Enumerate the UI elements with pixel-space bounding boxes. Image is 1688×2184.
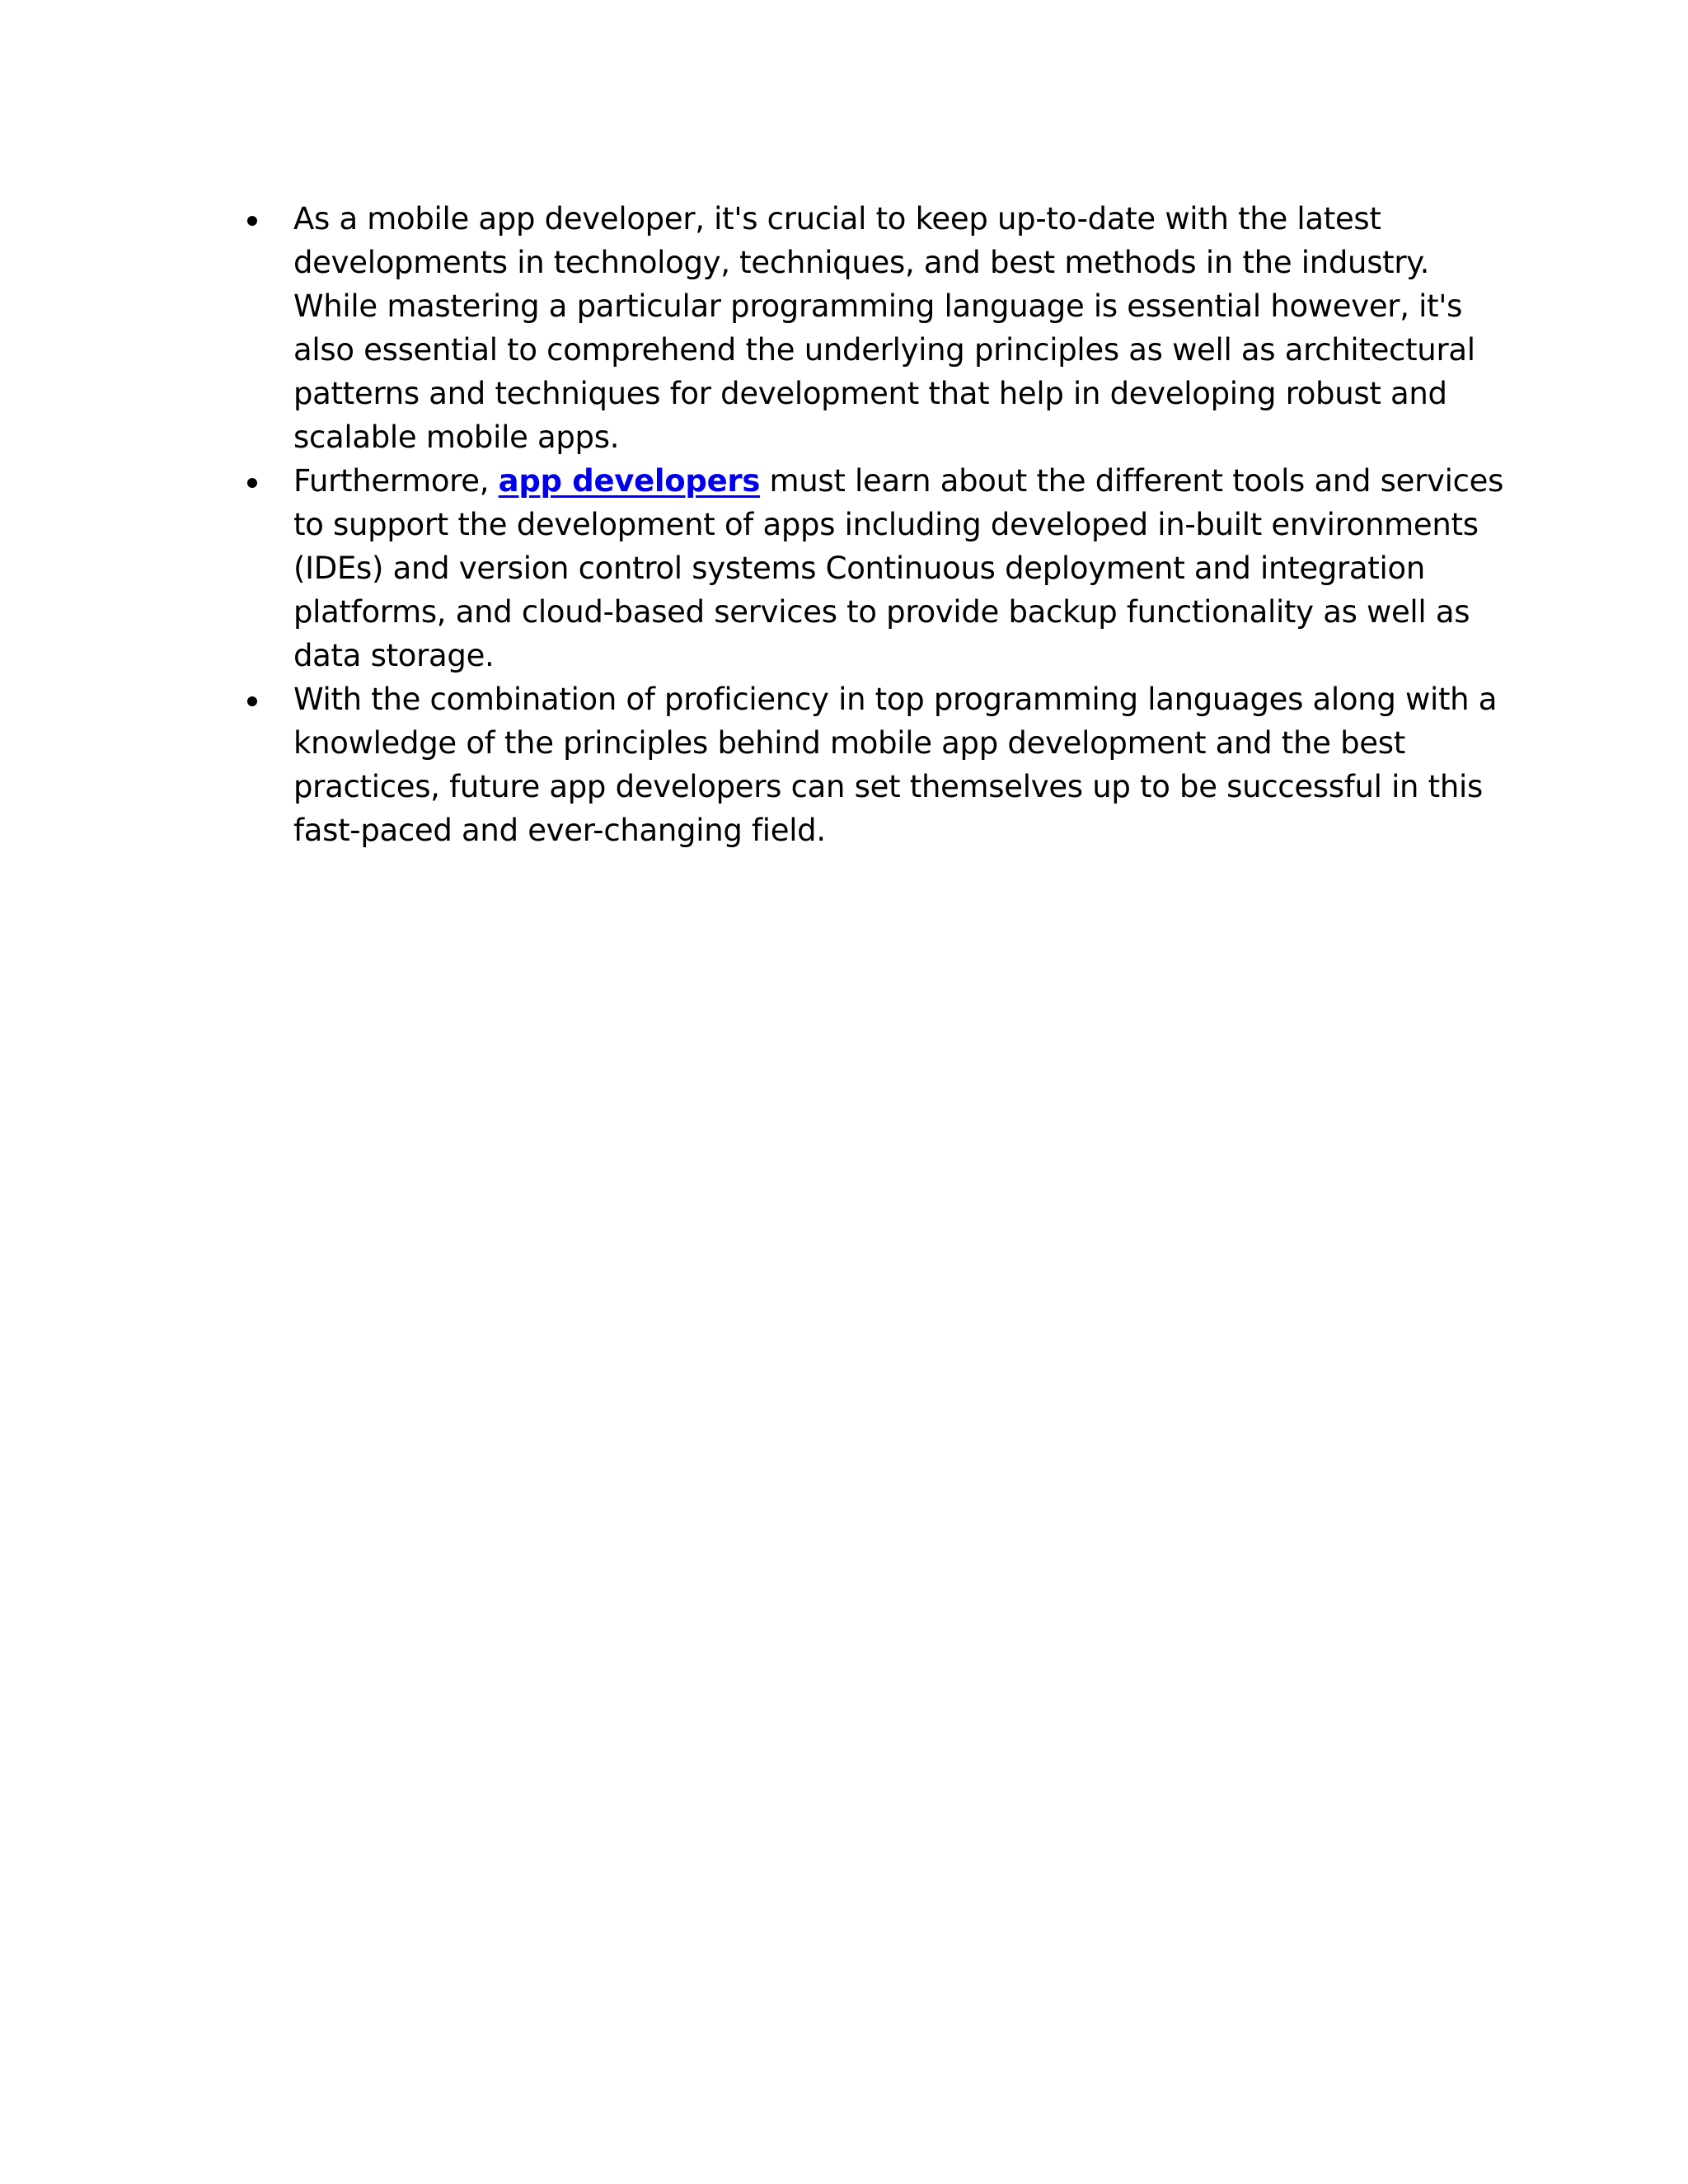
- list-item-text: As a mobile app developer, it's crucial to keep up-to-date with the latest developments in technology, techniques, and best methods in the industry. While mastering a particular programming language is essential however, it's also essential to comprehend the underlying principles as well as architectural patterns and techniques for development that help in developing robust and scalable mobile apps.: [293, 201, 1475, 455]
- list-item-text-before-link: Furthermore,: [293, 463, 499, 499]
- list-item-text: With the combination of proficiency in top programming languages along with a knowledge of the principles behind mobile app development and the best practices, future app developers can set themselves up to be successful in this fast-paced and ever-changing field.: [293, 682, 1498, 848]
- app-developers-link[interactable]: app developers: [498, 463, 761, 499]
- list-item: [241, 197, 1510, 459]
- list-item: [241, 677, 1510, 852]
- bullet-icon: [247, 478, 257, 488]
- bullet-icon: [247, 696, 257, 706]
- list-item-text-after-link: must learn about the different tools and services to support the development of apps including developed in-built environments (IDEs) and version control systems Continuous deployment and integration platforms, and cloud-based services to provide backup functionality as well as data storage.: [293, 463, 1504, 673]
- bullet-list: [241, 197, 1510, 852]
- list-item: [241, 459, 1510, 677]
- bullet-icon: [247, 216, 257, 226]
